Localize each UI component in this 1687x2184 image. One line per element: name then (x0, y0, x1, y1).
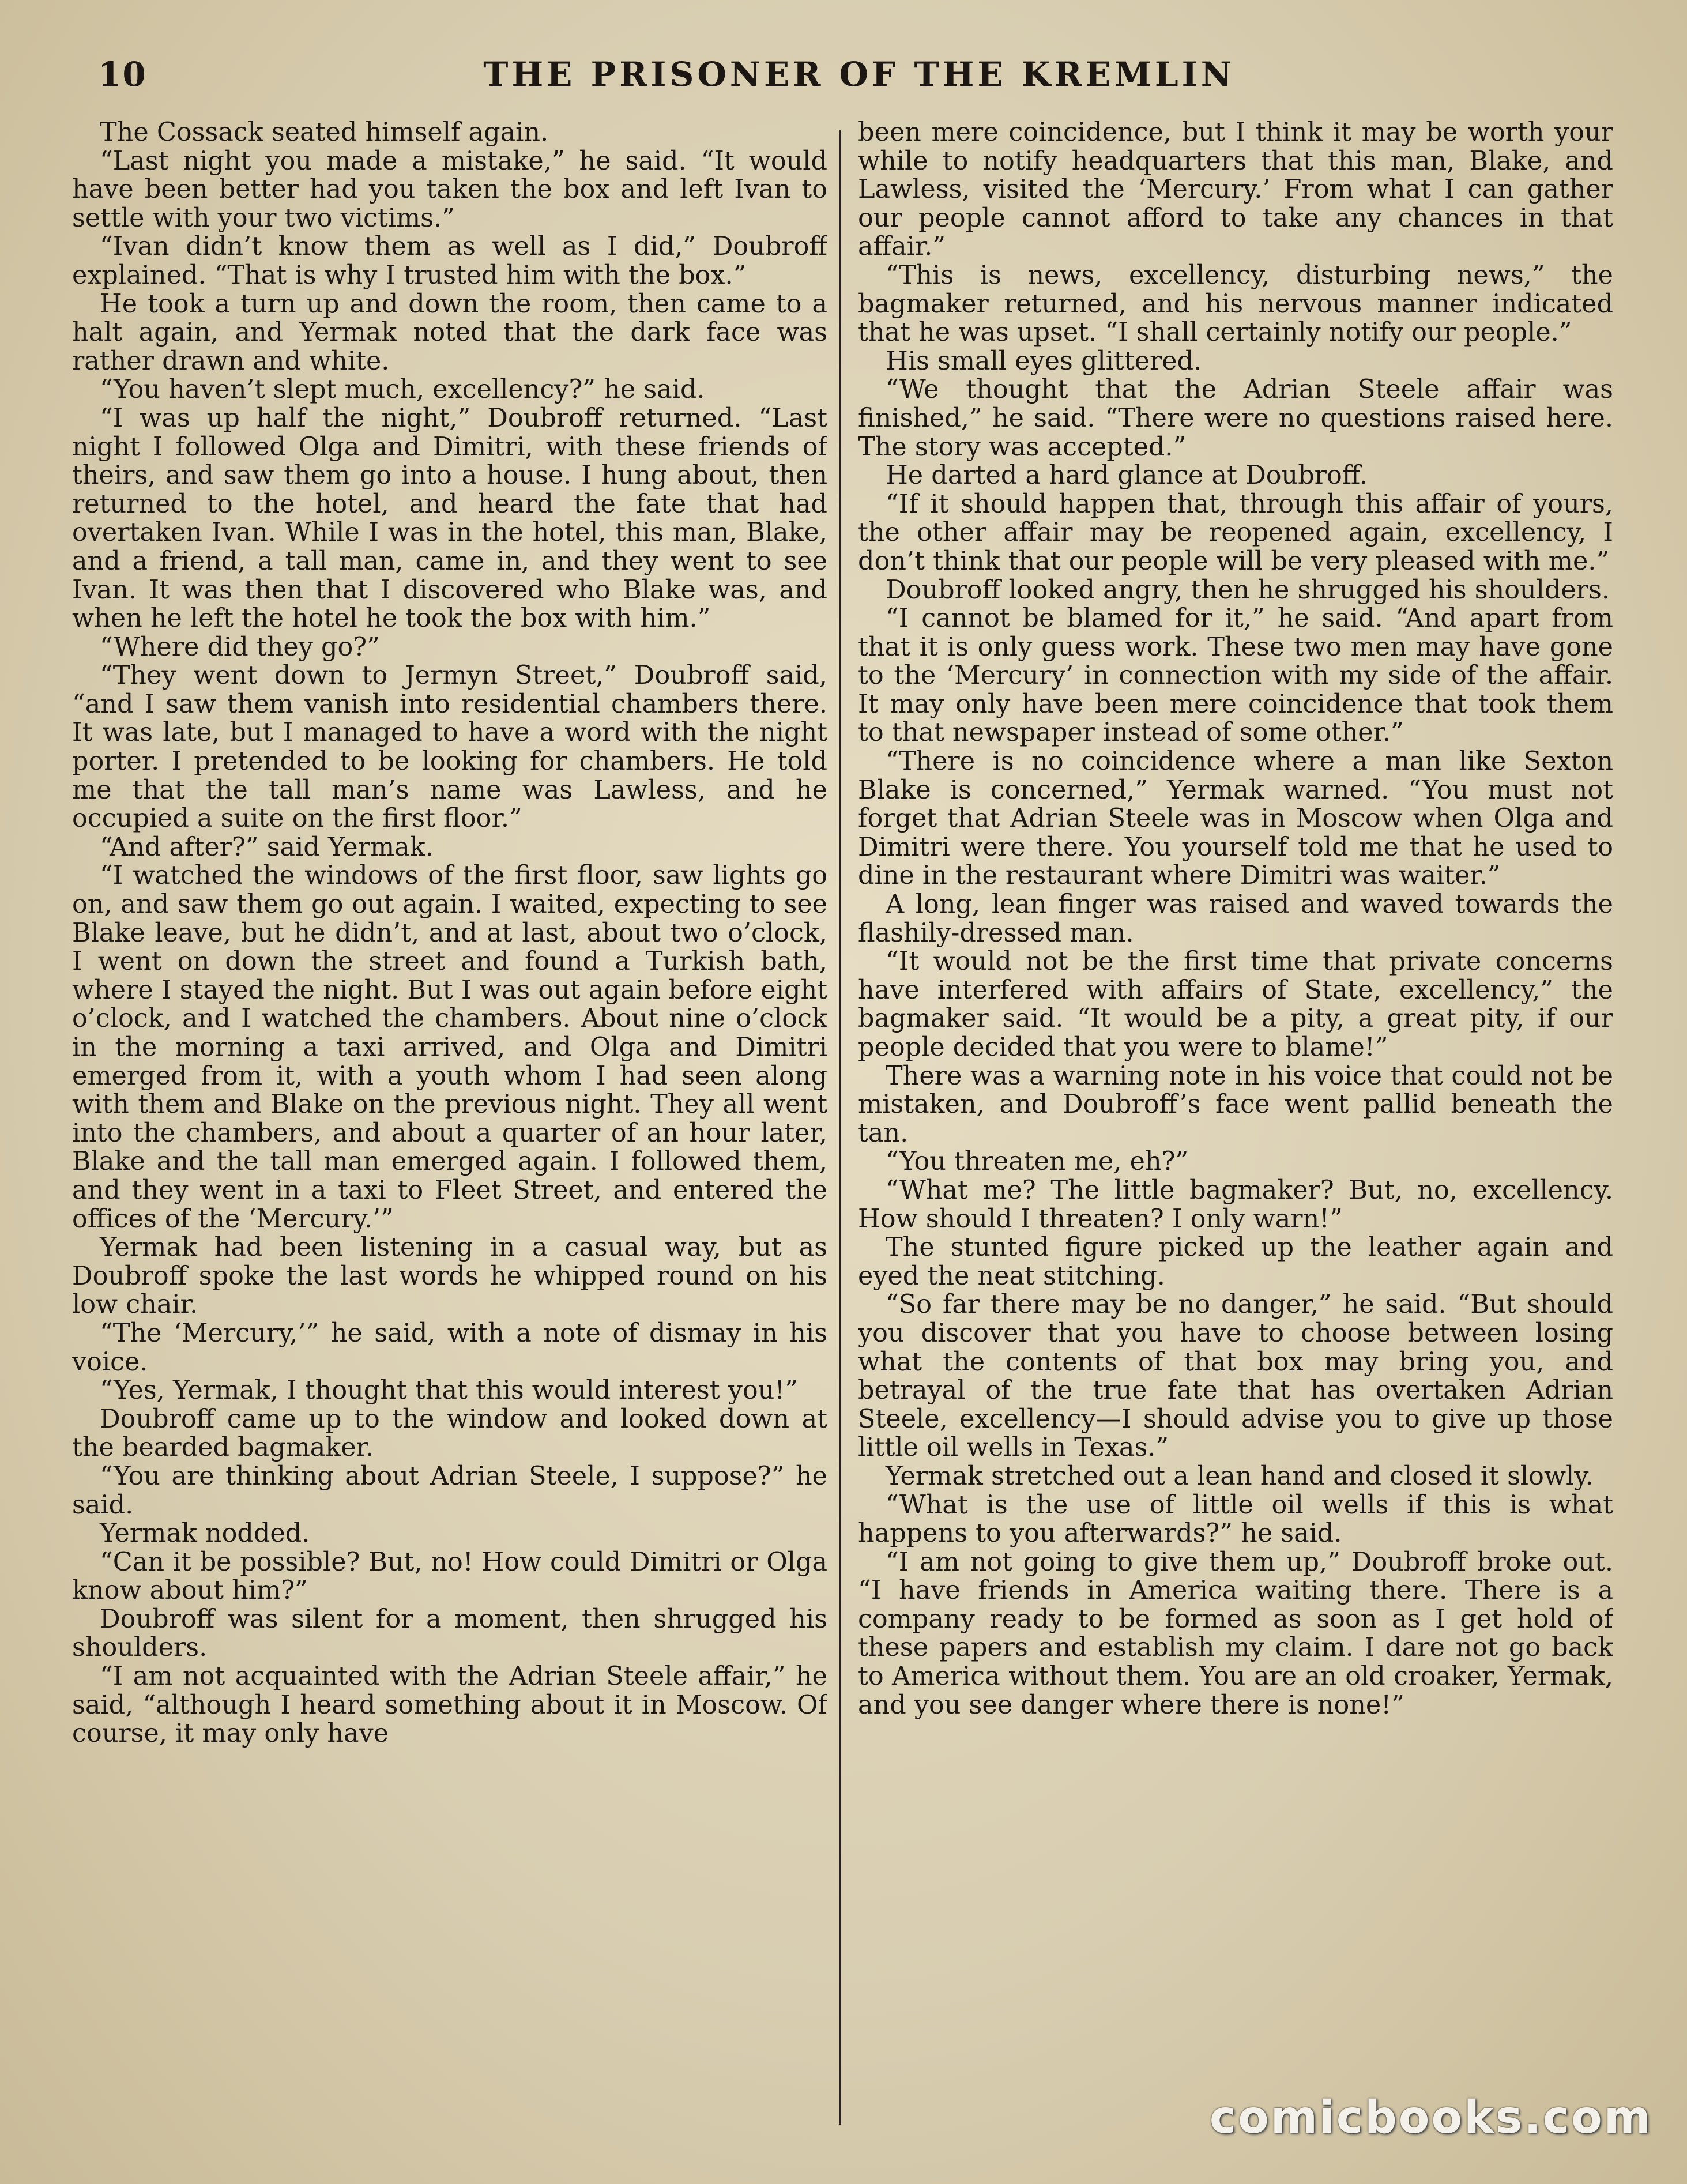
right-column (858, 118, 1613, 2119)
page-number: 10 (98, 55, 147, 94)
paragraph: “You threaten me, eh?” (886, 1147, 1189, 1177)
paragraph: “If it should happen that, through this affair of yours, the other affair may be reopened again, excellency, I don’t think that our people will be very pleased with me.” (858, 489, 1613, 576)
paragraph: Yermak nodded. (100, 1519, 310, 1549)
paragraph: Yermak had been listening in a casual way, but as Doubroff spoke the last words he whipped round on his low chair. (72, 1233, 827, 1320)
running-title: THE PRISONER OF THE KREMLIN (483, 55, 1235, 94)
paragraph: “I cannot be blamed for it,” he said. “And apart from that it is only guess work. These two men may have gone to the ‘Mercury’ in connection with my side of the affair. It may only have been mere coincidence that took them to that newspaper instead of some other.” (858, 604, 1613, 748)
paragraph: “I am not acquainted with the Adrian Steele affair,” he said, “although I heard something about it in Moscow. Of course, it may only have (72, 1662, 827, 1749)
paragraph: “Can it be possible? But, no! How could Dimitri or Olga know about him?” (72, 1547, 827, 1606)
paragraph: The stunted figure picked up the leather again and eyed the neat stitching. (858, 1233, 1613, 1291)
paragraph: “Yes, Yermak, I thought that this would interest you!” (100, 1376, 799, 1406)
paragraph: “This is news, excellency, disturbing news,” the bagmaker returned, and his nervous manner indicated that he was upset. “I shall certainly notify our people.” (858, 260, 1613, 348)
paragraph: “Last night you made a mistake,” he said. “It would have been better had you taken the box and left Ivan to settle with your two victims.” (72, 146, 827, 233)
paragraph: Doubroff came up to the window and looked down at the bearded bagmaker. (72, 1404, 827, 1463)
paragraph: Doubroff was silent for a moment, then shrugged his shoulders. (72, 1604, 827, 1663)
left-column (72, 118, 827, 2119)
paragraph: He took a turn up and down the room, then came to a halt again, and Yermak noted that the dark face was rather drawn and white. (72, 289, 827, 376)
paragraph: “So far there may be no danger,” he said. “But should you discover that you have to choose between losing what the contents of that box may bring you, and betrayal of the true fate that has overtaken Adrian Steele, excellency—I should advise you to give up those little oil wells in Texas.” (858, 1290, 1613, 1463)
paragraph: “You are thinking about Adrian Steele, I suppose?” he said. (72, 1461, 827, 1520)
page-header (92, 55, 1626, 107)
paragraph: “I watched the windows of the first floor, saw lights go on, and saw them go out again. I waited, expecting to see Blake leave, but he didn’t, and at last, about two o’clock, I went on down the street and found a Turkish bath, where I stayed the night. But I was out again before eight o’clock, and I watched the chambers. About nine o’clock in the morning a taxi arrived, and Olga and Dimitri emerged from it, with a youth whom I had seen along with them and Blake on the previous night. They all went into the chambers, and about a quarter of an hour later, Blake and the tall man emerged again. I followed them, and they went in a taxi to Fleet Street, and entered the offices of the ‘Mercury.’” (72, 861, 827, 1234)
paragraph: “They went down to Jermyn Street,” Doubroff said, “and I saw them vanish into residential chambers there. It was late, but I managed to have a word with the night porter. I pretended to be looking for chambers. He told me that the tall man’s name was Lawless, and he occupied a suite on the first floor.” (72, 661, 827, 834)
watermark: comicbooks.com (1209, 2092, 1652, 2144)
paragraph: “What me? The little bagmaker? But, no, excellency. How should I threaten? I only warn!” (858, 1175, 1613, 1234)
paragraph: “You haven’t slept much, excellency?” he said. (100, 375, 705, 405)
paragraph: “I am not going to give them up,” Doubroff broke out. “I have friends in America waiting there. There is a company ready to be formed as soon as I get hold of these papers and establish my claim. I dare not go back to America without them. You are an old croaker, Yermak, and you see danger where there is none!” (858, 1547, 1613, 1720)
paragraph: The Cossack seated himself again. (100, 118, 549, 147)
paragraph: “Where did they go?” (100, 632, 380, 662)
paragraph: He darted a hard glance at Doubroff. (886, 461, 1368, 491)
paragraph: “Ivan didn’t know them as well as I did,” Doubroff explained. “That is why I trusted him with the box.” (72, 232, 827, 290)
paragraph: His small eyes glittered. (886, 346, 1202, 376)
paragraph: “There is no coincidence where a man like Sexton Blake is concerned,” Yermak warned. “You must not forget that Adrian Steele was in Moscow when Olga and Dimitri were there. You yourself told me that he used to dine in the restaurant where Dimitri was waiter.” (858, 747, 1613, 891)
paragraph: “And after?” said Yermak. (100, 832, 434, 862)
paragraph: “We thought that the Adrian Steele affair was finished,” he said. “There were no questions raised here. The story was accepted.” (858, 375, 1613, 462)
paragraph: been mere coincidence, but I think it may be worth your while to notify headquarters that this man, Blake, and Lawless, visited the ‘Mercury.’ From what I can gather our people cannot afford to take any chances in that affair.” (858, 118, 1613, 262)
paragraph: There was a warning note in his voice that could not be mistaken, and Doubroff’s face went pallid beneath the tan. (858, 1061, 1613, 1148)
paragraph: “I was up half the night,” Doubroff returned. “Last night I followed Olga and Dimitri, with these friends of theirs, and saw them go into a house. I hung about, then returned to the hotel, and heard the fate that had overtaken Ivan. While I was in the hotel, this man, Blake, and a friend, a tall man, came in, and they went to see Ivan. It was then that I discovered who Blake was, and when he left the hotel he took the box with him.” (72, 403, 827, 634)
column-divider (839, 130, 841, 2125)
paragraph: Doubroff looked angry, then he shrugged his shoulders. (886, 575, 1610, 605)
paragraph: “It would not be the first time that private concerns have interfered with affairs of State, excellency,” the bagmaker said. “It would be a pity, a great pity, if our people decided that you were to blame!” (858, 947, 1613, 1062)
paragraph: “What is the use of little oil wells if this is what happens to you afterwards?” he said. (858, 1490, 1613, 1549)
paragraph: “The ‘Mercury,’” he said, with a note of dismay in his voice. (72, 1318, 827, 1377)
paragraph: A long, lean finger was raised and waved towards the flashily-dressed man. (858, 890, 1613, 948)
paragraph: Yermak stretched out a lean hand and closed it slowly. (886, 1461, 1594, 1491)
